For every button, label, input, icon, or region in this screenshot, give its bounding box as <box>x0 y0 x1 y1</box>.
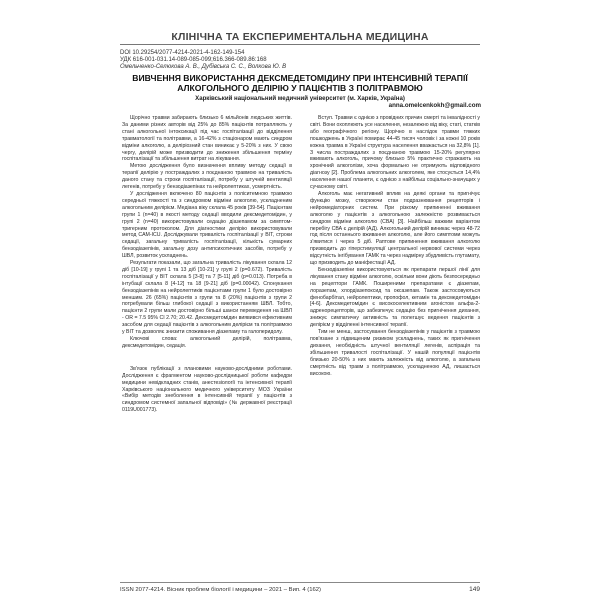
affiliation: Харківський національний медичний університет (м. Харків, Україна) <box>195 95 405 102</box>
introduction-paragraph-1: Вступ. Травми є однією з провідних причин смерті та інвалідності у світі. Вони охоплюють усе населення, незалежно від віку, статі, статків або географічного регіону. Щорічно в наслідок травми тяжких пошкоджень в Україні помирає 44-45 тисяч чоловік і за кожні 10 років кожна травма в Україні структура населення вважається на 32,8% [1]. З числа постраждалих з поєднаною травмою 15-20% регулярно вживають алкоголь, причому близько 5% практично стражають на хронічний алкоголізм, хоча формально не отримують відповідного діагнозу [2]. Проблема алкогольних алкоголем, яке стосується 14,4% населення нашої планети, є однією з найбільш соціально-значущих у сучасному світі. <box>310 115 480 191</box>
abstract-paragraph-1: Щорічно травми забирають близько 6 мільйонів людських життів. За даними різних авторів від 25% до 85% пацієнтів потрапляють у стані алкогольної інтоксикації під час госпіталізації до відділення травматології та політравми, а 16-42% з стаціонаром мають синдром відміни алкоголю, а деліріозний стан виникає у 5-20% з них. У свою чергу, делірій може призводити до зниження збільшення терміну госпіталізації та збільшення витрат на лікування. <box>122 115 292 163</box>
page-number: 149 <box>469 586 480 593</box>
doi-line: DOI 10.29254/2077-4214-2021-4-162-149-154 <box>120 50 245 56</box>
introduction-paragraph-2: Алкоголь має негативний вплив на деякі органи та пригнічує функцію мозку, створюючи стан подразнювання рецепторів і нейромедіаторних систем. При різкому припиненні вживання алкоголю у пацієнтів з алкогольною залежністю розвивається синдром відміни алкоголю (СВА) [3]. Найбільш важким варіантом перебігу СВА є делірій (АД). Алкогольний делірій виникає через 48-72 год після останнього вживання алкоголю, але його симптоми можуть з'явитися і через 5 діб. Раптове припинення вживання алкоголю призводить до гіперстимуляції центральної нервової системи через відсутність інгібування ГАМК та через надмірну збудливість глутамату, що призводить до маніфестації АД. <box>310 190 480 267</box>
footer-divider <box>120 582 480 583</box>
footer-citation: ISSN 2077-4214. Вісник проблем біології і медицини – 2021 – Вип. 4 (162) <box>120 587 321 593</box>
abstract-paragraph-4: Результати показали, що загальна тривалість лікування склала 12 діб [10-19] у групі 1 та 13 діб [10-21] у групі 2 (p=0.672). Тривалість госпіталізації у ВІТ склала 5 [3-8] та 7 [5-11] діб (p=0.013). Потреба в інтубації склала 8 [4-12] та 18 [9-21] діб (p=0.00042). Спонукання бензодіазепінів на нейролептиків пацієнтами групи 1 було достовірно меншим. 26 (65%) пацієнтів з групи та 8 (20%) пацієнтів з групи 2 потребували більш глибокої седації з використанням ШВЛ. Тобто, пацієнти 2 групи мали достовірно більші шанси переведення на ШВЛ - OR = 7.5 95% CI 2.70; 20.42. Дексмедетомідин виявився ефективним засобом для седації пацієнтів з алкогольним делірієм та політравмою у ВІТ та дозволяє знизити споживання діазепаму та галоперидолу. <box>122 260 292 336</box>
article-title-line-2: АЛКОГОЛЬНОГО ДЕЛІРІЮ У ПАЦІЄНТІВ З ПОЛІТРАВМОЮ <box>177 82 423 93</box>
keywords: Ключові слова: алкогольний делірій, політравма, дексмедетомідин, седація. <box>122 336 292 349</box>
abstract-column <box>122 115 292 578</box>
article-title-line-1: ВИВЧЕННЯ ВИКОРИСТАННЯ ДЕКСМЕДЕТОМІДИНУ ПРИ ІНТЕНСИВНІЙ ТЕРАПІЇ <box>132 73 468 83</box>
authors-line: Омельченко-Селюкова А. В., Дубівська С. С., Волкова Ю. В <box>120 64 287 70</box>
introduction-paragraph-3: Бензодіазепіни використовуються як препарати першої лінії для лікування стану відміни алкоголю, оскільки вони діють безпосередньо на рецептори ГАМК. Поширеними препаратами є діазепам, лоразепам, хлордіазепоксид та оксазепам. Також застосовуються фенобарбітал, нейролептики, пропофол, кетамін та дексмедетомідин [4-6]. Дексмедетомідин є високоселективним агоністом альфа-2-адренорецепторів, що забезпечує седацію без пригнічення дихання, знижує симпатичну активність та полегшує ведення пацієнтів з делірієм у відділенні інтенсивної терапії. <box>310 266 480 329</box>
introduction-paragraph-4: Тим не менш, застосування бензодіазепінів у пацієнтів з травмою пов'язане з підвищеним ризиком ускладнень, таких як пригнічення дихання, необхідність штучної вентиляції легенів, аспірація та збільшення тривалості госпіталізації. У нашій популяції пацієнтів близько 20-50% з них мають залежність від алкоголю, а загальна смертність від травм з політравмою, ускладненою АД, лишається високою. <box>310 329 480 377</box>
udc-line: УДК 616-001-031.14-089-085-099;616.366-089.86:168 <box>120 57 267 63</box>
journal-section-title: КЛІНІЧНА ТА ЕКСПЕРИМЕНТАЛЬНА МЕДИЦИНА <box>171 31 429 43</box>
abstract-paragraph-3: У дослідження включено 80 пацієнтів з поліситемною травмою середньої тяжкості та з синдромом відміни алкоголю, ускладненим алкогольним делірієм. Медіана віку склала 45 років [39-54]. Пацієнтам групи 1 (n=40) в якості методу седації вводили дексмедетомідин, у групі 2 (n=40) використовували седацію діазепамом за симптом-тригерним протоколом. Для діагностики делірію використовували метод CAM-ICU. Досліджували тривалість госпіталізації у ВІТ, строки седації, загальну тривалість госпіталізації, кількість сумарних бензодіазепінів, загальну дозу антипсихотичних засобів, потребу у ШВЛ, розвиток ускладнень. <box>122 190 292 260</box>
publication-note: Зв'язок публікації з плановими науково-дослідними роботами. Дослідження є фрагментом науково-дослідницької роботи кафедри медицини невідкладних станів, анестезіології та інтенсивної терапії Харківського національного медичного університету МОЗ України «Вибір методів знеболення в інтенсивній терапії у пацієнтів з синдромом системної запальної відповіді» (№ державної реєстрації 0119U001773). <box>122 365 292 414</box>
article-title <box>110 74 490 93</box>
author-email: anna.omelcenkokh@gmail.com <box>388 102 481 109</box>
introduction-column <box>310 115 480 578</box>
header-divider <box>120 44 480 45</box>
abstract-paragraph-2: Метою дослідження було визначення впливу методу седації в терапії делірію у постраждалих з поєднаною травмою на тривалість даного стану та строки госпіталізації, потребу у штучній вентиляції легенів, потребу у бензодіазепінах та нейролептиках, усмертність. <box>122 163 292 191</box>
